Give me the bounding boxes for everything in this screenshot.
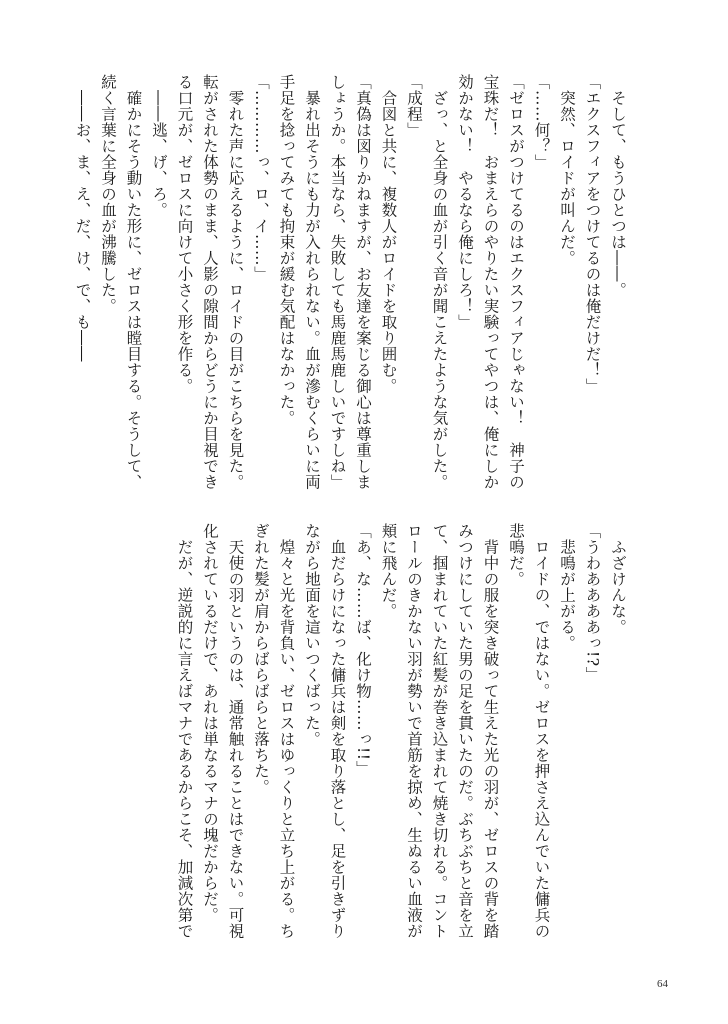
text-line: 煌々と光を背負い、ゼロスはゆっくりと立ち上がる。ち — [277, 523, 296, 939]
text-line: 零れた声に応えるように、ロイドの目がこちらを見た。 — [226, 74, 245, 490]
text-line: 「真偽は図りかねますが、お友達を案じる御心は尊重しま — [354, 74, 372, 490]
text-line: ながら地面を這いつくばった。 — [303, 523, 321, 747]
text-line: 「……何？」 — [532, 74, 551, 170]
text-line: 効かない！ やるなら俺にしろ！」 — [456, 74, 474, 330]
text-line: ――お、ま、え、だ、け、で、も―― — [73, 74, 92, 362]
text-line: ロイドの、ではない。ゼロスを押さえ込んでいた傭兵の — [532, 523, 551, 939]
text-line: 悲鳴が上がる。 — [558, 523, 576, 651]
text-line: ロールのきかない羽が勢いで首筋を掠め、生ぬるい血液が — [405, 523, 423, 939]
text-line: 続く言葉に全身の血が沸騰した。 — [99, 74, 117, 314]
text-line: ざっ、と全身の血が引く音が聞こえたような気がした。 — [430, 74, 449, 490]
text-line: 手足を捻ってみても拘束が緩む気配はなかった。 — [277, 74, 296, 426]
text-line: 「エクスフィアをつけてるのは俺だけだ！」 — [583, 74, 602, 394]
text-line: 「…………っ、ロ、イ……」 — [252, 74, 270, 282]
text-line: 頬に飛んだ。 — [379, 523, 398, 619]
text-line: しょうか。本当なら、失敗しても馬鹿馬鹿しいですしね」 — [328, 74, 347, 490]
text-line: 暴れ出そうにも力が入れられない。血が滲むくらいに両 — [303, 74, 321, 490]
text-block-lower — [171, 523, 630, 939]
text-line: みつけにしていた男の足を貫いたのだ。ぶちぶちと音を立 — [456, 523, 474, 939]
text-line: 「うわああああっ!?」 — [583, 523, 602, 683]
text-line: ぎれた髪が肩からばらばらと落ちた。 — [252, 523, 270, 795]
text-line: る口元が、ゼロスに向けて小さく形を作る。 — [175, 74, 194, 394]
text-line: ――逃、げ、ろ。 — [150, 74, 168, 218]
text-line: だが、逆説的に言えばマナであるからこそ、加減次第で — [175, 523, 194, 939]
text-line: 合図と共に、複数人がロイドを取り囲む。 — [379, 74, 398, 394]
text-line: 「ゼロスがつけてるのはエクスフィアじゃない！ 神子の — [507, 74, 525, 490]
page-number: 64 — [657, 978, 668, 990]
text-line: 宝珠だ！ おまえらのやりたい実験ってやつは、俺にしか — [481, 74, 500, 490]
text-line: 天使の羽というのは、通常触れることはできない。可視 — [226, 523, 245, 939]
text-line: 悲鳴だ。 — [507, 523, 525, 587]
text-line: 突然、ロイドが叫んだ。 — [558, 74, 576, 266]
text-line: 「あ、な……ば、化け物……っ!!」 — [354, 523, 372, 777]
text-line: て、掴まれていた紅髪が巻き込まれて焼き切れる。コント — [430, 523, 449, 939]
text-line: 「成程」 — [405, 74, 423, 138]
text-line: 血だらけになった傭兵は剣を取り落とし、足を引きずり — [328, 523, 347, 939]
text-line: そして、もうひとつは――。 — [609, 74, 627, 298]
text-line: 転がされた体勢のまま、人影の隙間からどうにか目視でき — [201, 74, 219, 490]
text-block-upper — [69, 74, 630, 490]
text-line: 背中の服を突き破って生えた光の羽が、ゼロスの背を踏 — [481, 523, 500, 939]
text-line: 化されているだけで、あれは単なるマナの塊だからだ。 — [201, 523, 219, 923]
text-line: 確かにそう動いた形に、ゼロスは瞠目する。そうして、 — [124, 74, 143, 490]
text-line: ふざけんな。 — [609, 523, 627, 635]
